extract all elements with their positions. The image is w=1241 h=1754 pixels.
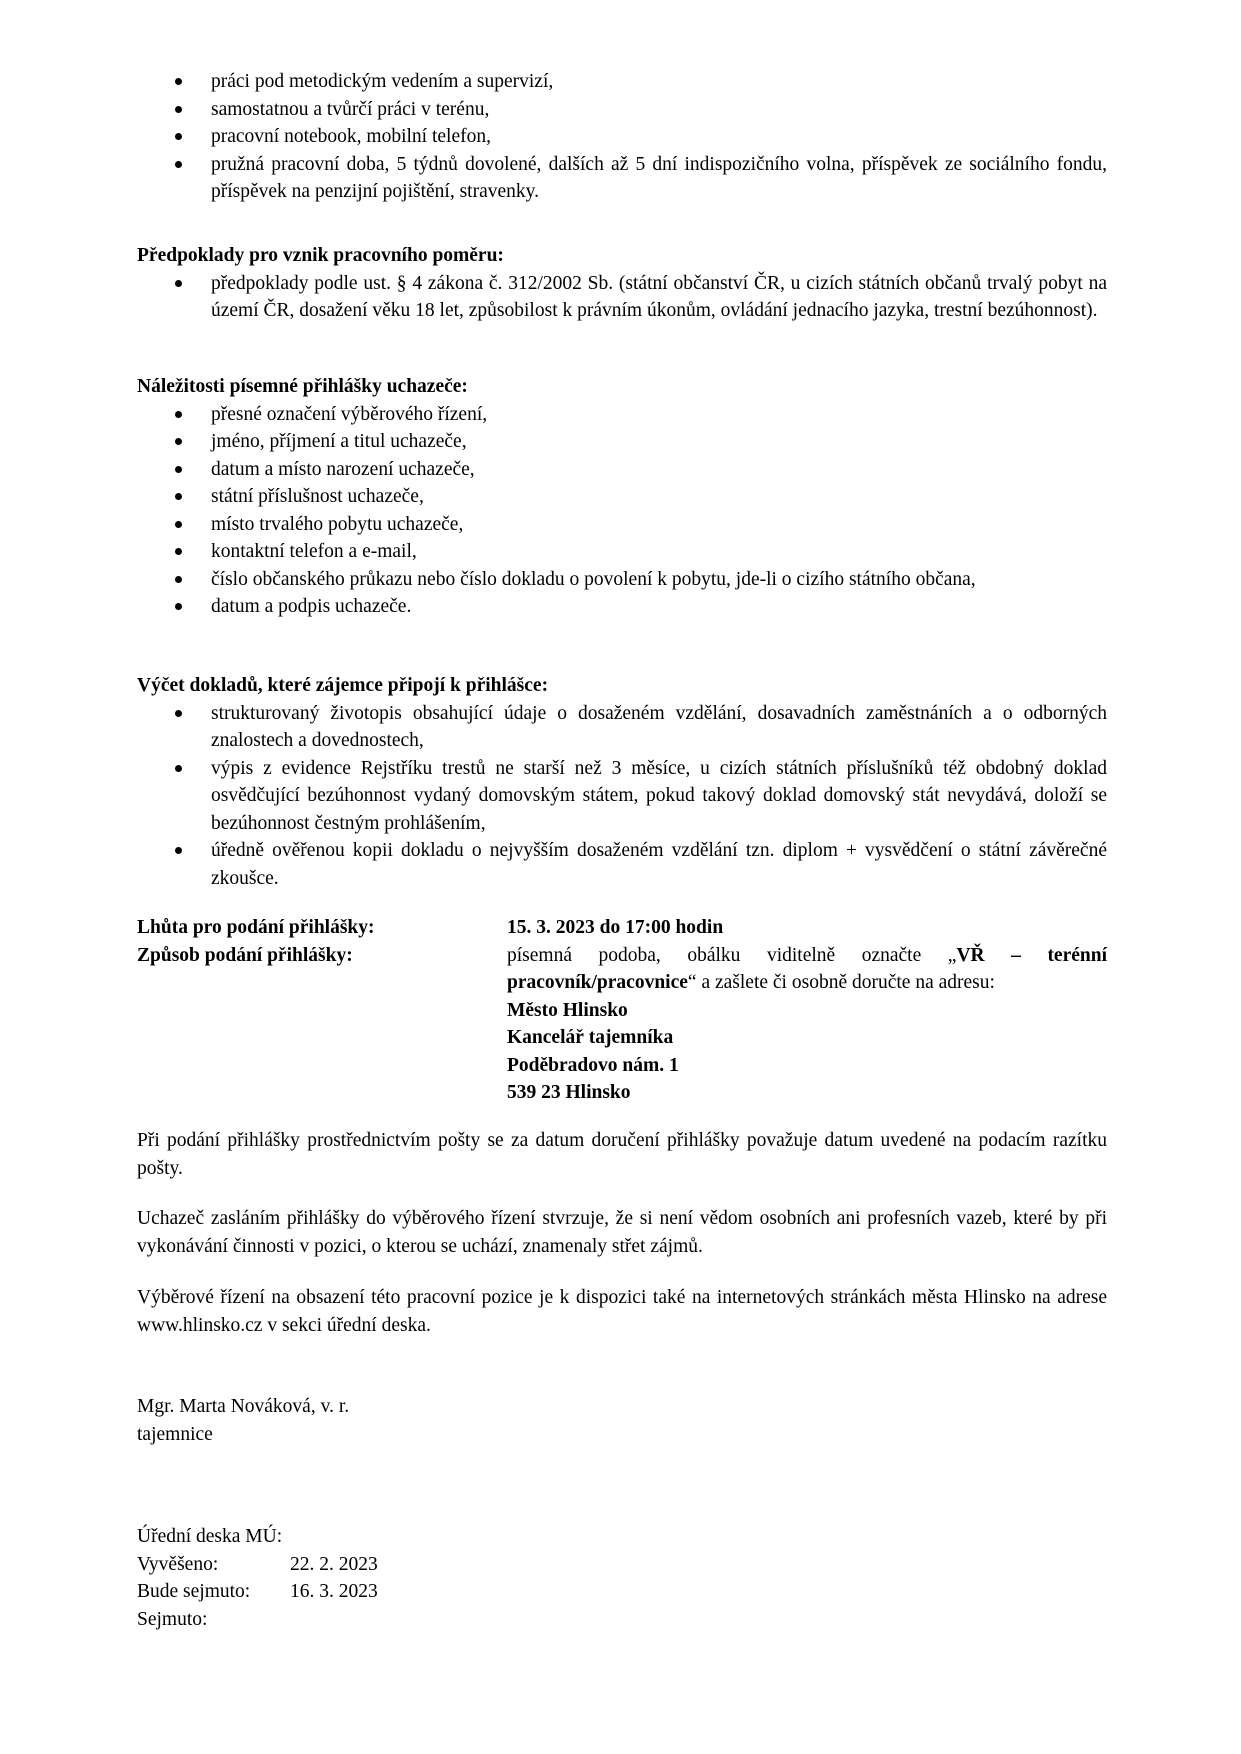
deadline-value: 15. 3. 2023 do 17:00 hodin: [507, 917, 724, 938]
submission-row: [137, 942, 1107, 997]
removal-value: 16. 3. 2023: [290, 1581, 378, 1602]
envelope-marking: VŘ – terénní pracovník/pracovnice: [507, 944, 1108, 993]
requirements-list: [137, 270, 1107, 325]
removed-label: Sejmuto:: [137, 1608, 208, 1630]
list-item: přesné označení výběrového řízení,: [137, 401, 1107, 429]
application-list: [137, 401, 1107, 621]
section-heading: Výčet dokladů, které zájemce připojí k přihlášce:: [137, 675, 549, 696]
deadline-label: Lhůta pro podání přihlášky:: [137, 917, 375, 938]
address-line: Město Hlinsko: [507, 999, 628, 1021]
section-heading: Předpoklady pro vznik pracovního poměru:: [137, 245, 504, 266]
signatory-title: tajemnice: [137, 1423, 213, 1445]
notice-board-block: [137, 1523, 1107, 1633]
submission-label: Způsob podání přihlášky:: [137, 944, 353, 966]
list-item: strukturovaný životopis obsahující údaje o dosaženém vzdělání, dosavadních zaměstnáních a o odborných znalostech a dovednostech,: [137, 700, 1107, 755]
application-section: [137, 373, 1107, 621]
paragraph: Uchazeč zasláním přihlášky do výběrového řízení stvrzuje, že si není vědom osobních ani profesních vazeb, které by při vykonávání činnosti v pozici, o kterou se uchází, znamenaly střet zájmů.: [137, 1208, 1107, 1257]
section-heading: Náležitosti písemné přihlášky uchazeče:: [137, 376, 468, 397]
list-item: datum a podpis uchazeče.: [137, 593, 1107, 621]
submission-text-pre: písemná podoba, obálku viditelně označte „: [507, 944, 957, 966]
list-item: úředně ověřenou kopii dokladu o nejvyšším dosaženém vzdělání tzn. diplom + vysvědčení o státní závěrečné zkoušce.: [137, 837, 1107, 892]
paragraph: Výběrové řízení na obsazení této pracovní pozice je k dispozici také na internetových stránkách města Hlinsko na adrese www.hlinsko.cz v sekci úřední deska.: [137, 1287, 1107, 1336]
list-item: jméno, příjmení a titul uchazeče,: [137, 428, 1107, 456]
posted-label: Vyvěšeno:: [137, 1553, 219, 1575]
posted-value: 22. 2. 2023: [290, 1553, 378, 1575]
list-item: práci pod metodickým vedením a supervizí,: [137, 68, 1107, 96]
address-line: 539 23 Hlinsko: [507, 1082, 631, 1103]
submission-section: [137, 914, 1107, 1107]
list-item: předpoklady podle ust. § 4 zákona č. 312/2002 Sb. (státní občanství ČR, u cizích státních občanů trvalý pobyt na území ČR, dosažení věku 18 let, způsobilost k právním úkonům, ovládání jednacího jazyka, trestní bezúhonnost).: [137, 270, 1107, 325]
paragraph: Při podání přihlášky prostřednictvím pošty se za datum doručení přihlášky považuje datum uvedené na podacím razítku pošty.: [137, 1130, 1107, 1179]
list-item: pružná pracovní doba, 5 týdnů dovolené, dalších až 5 dní indispozičního volna, příspěvek ze sociálního fondu, příspěvek na penzijní pojištění, stravenky.: [137, 151, 1107, 206]
list-item: státní příslušnost uchazeče,: [137, 483, 1107, 511]
list-item: výpis z evidence Rejstříku trestů ne starší než 3 měsíce, u cizích státních příslušníků též obdobný doklad osvědčující bezúhonnost vydaný domovským státem, pokud takový doklad domovský stát nevydává, doloží se bezúhonnost čestným prohlášením,: [137, 755, 1107, 838]
signature-block: [137, 1393, 1107, 1448]
notice-board-heading: Úřední deska MÚ:: [137, 1526, 283, 1547]
address-line: Kancelář tajemníka: [507, 1027, 674, 1048]
list-item: kontaktní telefon a e-mail,: [137, 538, 1107, 566]
benefits-list: [137, 68, 1107, 206]
requirements-section: [137, 242, 1107, 325]
list-item: datum a místo narození uchazeče,: [137, 456, 1107, 484]
deadline-row: [137, 914, 1107, 942]
list-item: samostatnou a tvůrčí práci v terénu,: [137, 96, 1107, 124]
signatory-name: Mgr. Marta Nováková, v. r.: [137, 1396, 350, 1417]
list-item: místo trvalého pobytu uchazeče,: [137, 511, 1107, 539]
benefits-section: [137, 68, 1107, 206]
removal-row: [137, 1578, 1107, 1606]
address-line: Poděbradovo nám. 1: [507, 1054, 679, 1076]
submission-text: [507, 942, 1107, 997]
documents-section: [137, 672, 1107, 892]
list-item: pracovní notebook, mobilní telefon,: [137, 123, 1107, 151]
removal-label: Bude sejmuto:: [137, 1581, 251, 1602]
list-item: číslo občanského průkazu nebo číslo dokladu o povolení k pobytu, jde-li o cizího státního občana,: [137, 566, 1107, 594]
posted-row: [137, 1551, 1107, 1579]
removed-row: [137, 1606, 1107, 1634]
submission-text-post: “ a zašlete či osobně doručte na adresu:: [687, 972, 995, 993]
documents-list: [137, 700, 1107, 893]
